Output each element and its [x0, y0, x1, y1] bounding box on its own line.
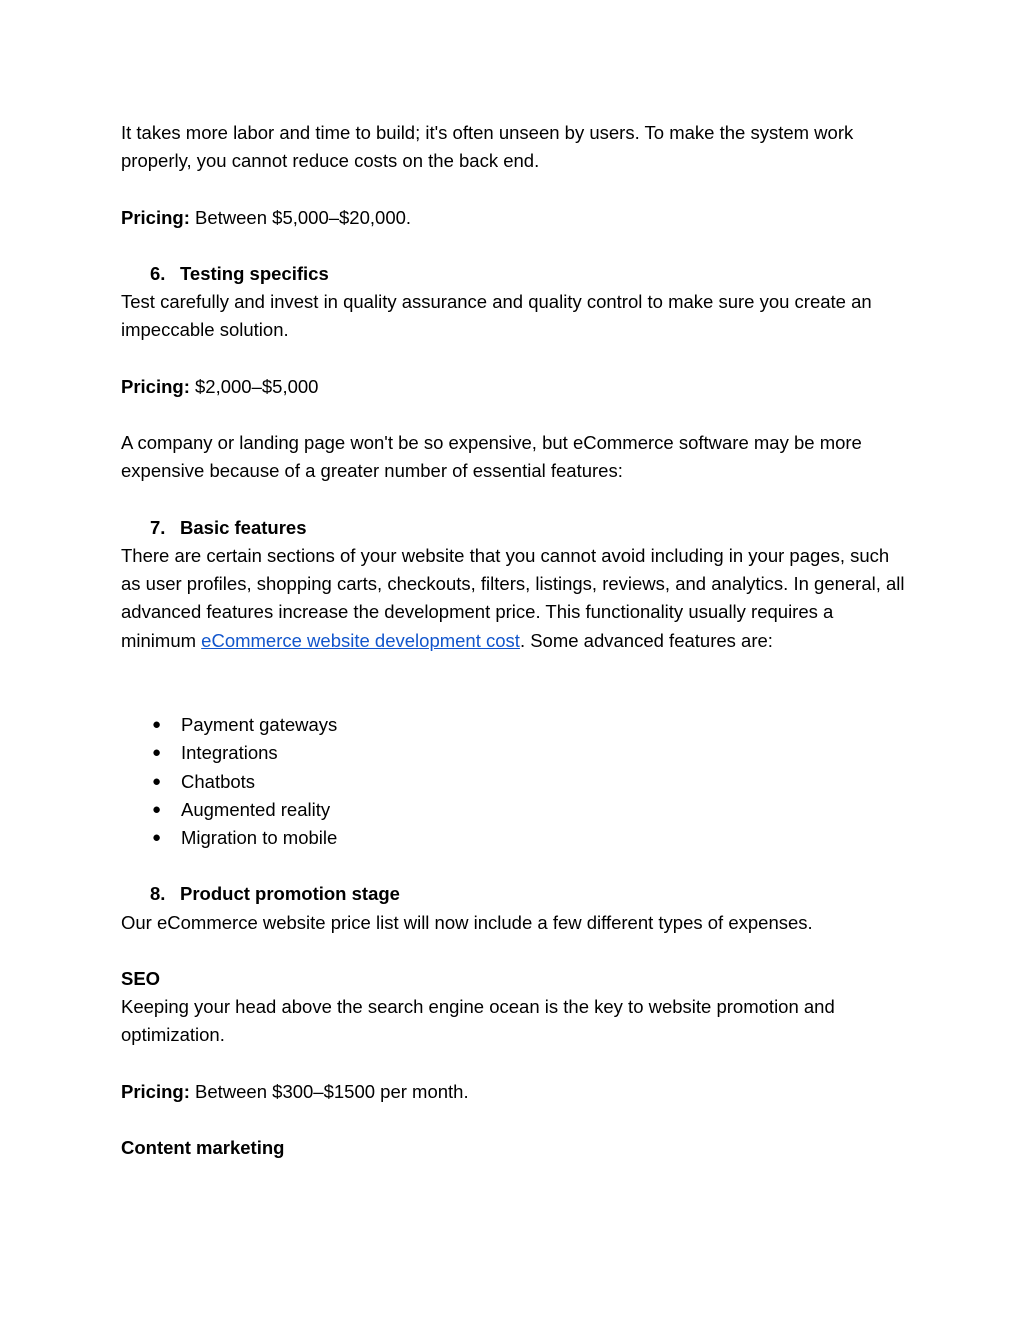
testing-pricing-line	[121, 373, 911, 401]
section-number: 8.	[150, 883, 166, 905]
paragraph-text: There are certain sections of your website that you cannot avoid including in your pages, such as user profiles, shopping carts, checkouts, filters, listings, reviews, and analytics. In general, all advanced features increase the development price. This functionality usually requires a minimum	[121, 544, 905, 651]
list-item-label: Payment gateways	[181, 714, 338, 736]
spacer	[121, 232, 911, 260]
section-heading-basic-features	[121, 514, 911, 542]
basic-features-paragraph	[121, 542, 911, 655]
pricing-label: Pricing:	[121, 375, 190, 397]
intermediate-paragraph: A company or landing page won't be so expensive, but eCommerce software may be more expensive because of a greater number of essential features:	[121, 432, 862, 482]
seo-heading: SEO	[121, 967, 161, 989]
pricing-value: Between $5,000–$20,000.	[189, 206, 412, 228]
pricing-value: $2,000–$5,000	[189, 375, 319, 397]
section-title: Testing specifics	[180, 262, 329, 284]
list-item	[121, 768, 911, 796]
list-item-label: Augmented reality	[181, 798, 331, 820]
bullet-icon: ●	[152, 828, 162, 846]
spacer	[121, 1106, 911, 1134]
section-number: 7.	[150, 516, 166, 538]
backend-pricing-line	[121, 204, 911, 232]
seo-pricing-line	[121, 1078, 911, 1106]
promotion-paragraph: Our eCommerce website price list will now include a few different types of expenses.	[121, 911, 813, 933]
spacer	[121, 852, 911, 880]
spacer	[121, 401, 911, 429]
list-item	[121, 711, 911, 739]
section-heading-testing	[121, 260, 911, 288]
bullet-icon: ●	[152, 772, 162, 790]
backend-paragraph: It takes more labor and time to build; it's often unseen by users. To make the system work properly, you cannot reduce costs on the back end.	[121, 122, 854, 172]
list-item	[121, 824, 911, 852]
list-item-label: Chatbots	[181, 770, 256, 792]
content-marketing-heading: Content marketing	[121, 1137, 285, 1159]
spacer	[121, 345, 911, 373]
pricing-label: Pricing:	[121, 1080, 190, 1102]
section-heading-promotion	[121, 880, 911, 908]
features-list	[121, 711, 911, 852]
section-number: 6.	[150, 262, 166, 284]
pricing-value: Between $300–$1500 per month.	[189, 1080, 469, 1102]
testing-paragraph: Test carefully and invest in quality assurance and quality control to make sure you create an impeccable solution.	[121, 291, 872, 341]
list-item	[121, 739, 911, 767]
spacer	[121, 937, 911, 965]
section-title: Basic features	[180, 516, 307, 538]
bullet-icon: ●	[152, 716, 162, 734]
spacer	[121, 655, 911, 711]
list-item	[121, 796, 911, 824]
document-page	[121, 119, 911, 1162]
bullet-icon: ●	[152, 744, 162, 762]
spacer	[121, 1050, 911, 1078]
spacer	[121, 486, 911, 514]
ecommerce-cost-link[interactable]: eCommerce website development cost	[201, 629, 520, 651]
section-title: Product promotion stage	[180, 883, 400, 905]
list-item-label: Migration to mobile	[181, 826, 338, 848]
bullet-icon: ●	[152, 800, 162, 818]
pricing-label: Pricing:	[121, 206, 190, 228]
list-item-label: Integrations	[181, 742, 278, 764]
spacer	[121, 175, 911, 203]
seo-paragraph: Keeping your head above the search engine ocean is the key to website promotion and optimization.	[121, 996, 835, 1046]
paragraph-text: . Some advanced features are:	[519, 629, 773, 651]
